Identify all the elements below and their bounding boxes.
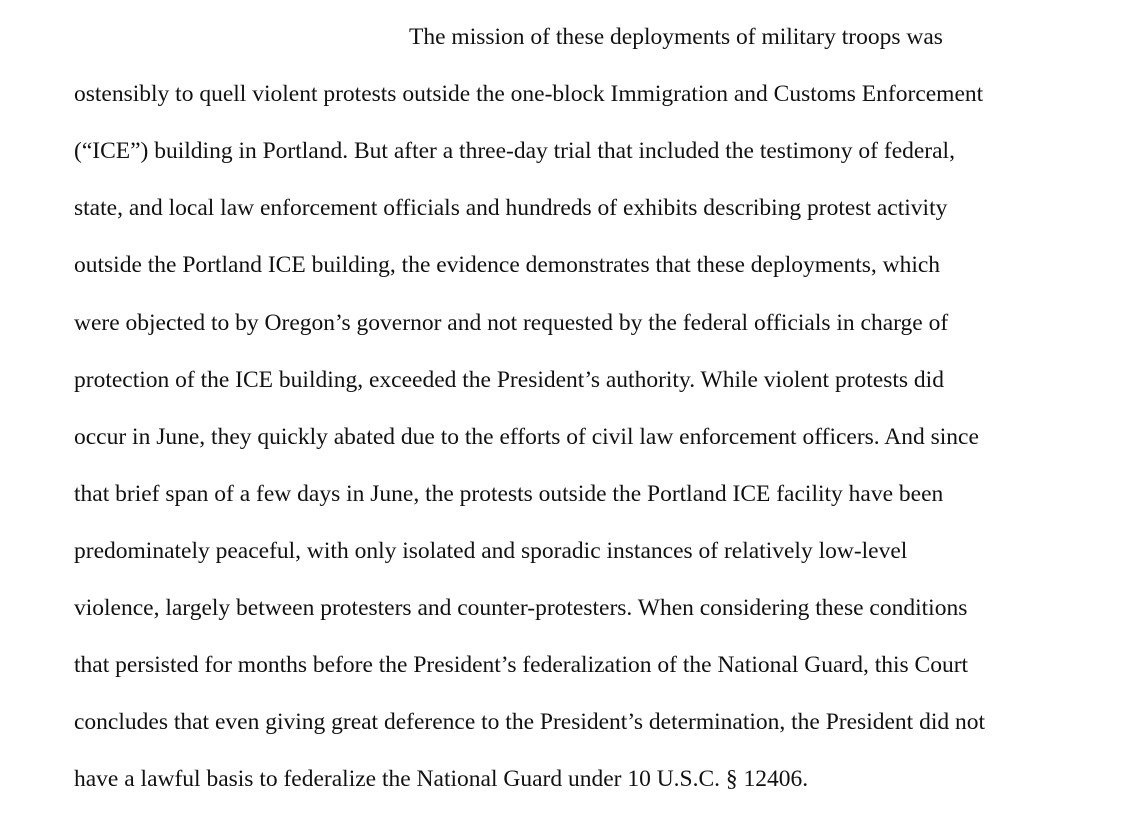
paragraph-line-11: violence, largely between protesters and counter-protesters. When considering these conditions [74,595,968,621]
paragraph-line-3: (“ICE”) building in Portland. But after a three-day trial that included the testimony of federal, [74,138,955,164]
paragraph-line-12: that persisted for months before the President’s federalization of the National Guard, this Court [74,652,969,678]
paragraph-line-8: occur in June, they quickly abated due to the efforts of civil law enforcement officers. And since [74,424,979,450]
paragraph-line-14: have a lawful basis to federalize the National Guard under 10 U.S.C. § 12406. [74,766,809,792]
paragraph-line-13: concludes that even giving great deference to the President’s determination, the President did not [74,709,986,735]
paragraph-line-2: ostensibly to quell violent protests outside the one-block Immigration and Customs Enforcement [74,81,984,107]
paragraph-line-7: protection of the ICE building, exceeded the President’s authority. While violent protests did [74,367,944,393]
paragraph-line-9: that brief span of a few days in June, the protests outside the Portland ICE facility have been [74,481,944,507]
paragraph-line-6: were objected to by Oregon’s governor and not requested by the federal officials in charge of [74,310,949,336]
paragraph-line-5: outside the Portland ICE building, the evidence demonstrates that these deployments, which [74,252,941,278]
paragraph-line-4: state, and local law enforcement officials and hundreds of exhibits describing protest activity [74,195,948,221]
paragraph-line-1: The mission of these deployments of military troops was [409,24,943,50]
paragraph-line-10: predominately peaceful, with only isolated and sporadic instances of relatively low-level [74,538,908,564]
